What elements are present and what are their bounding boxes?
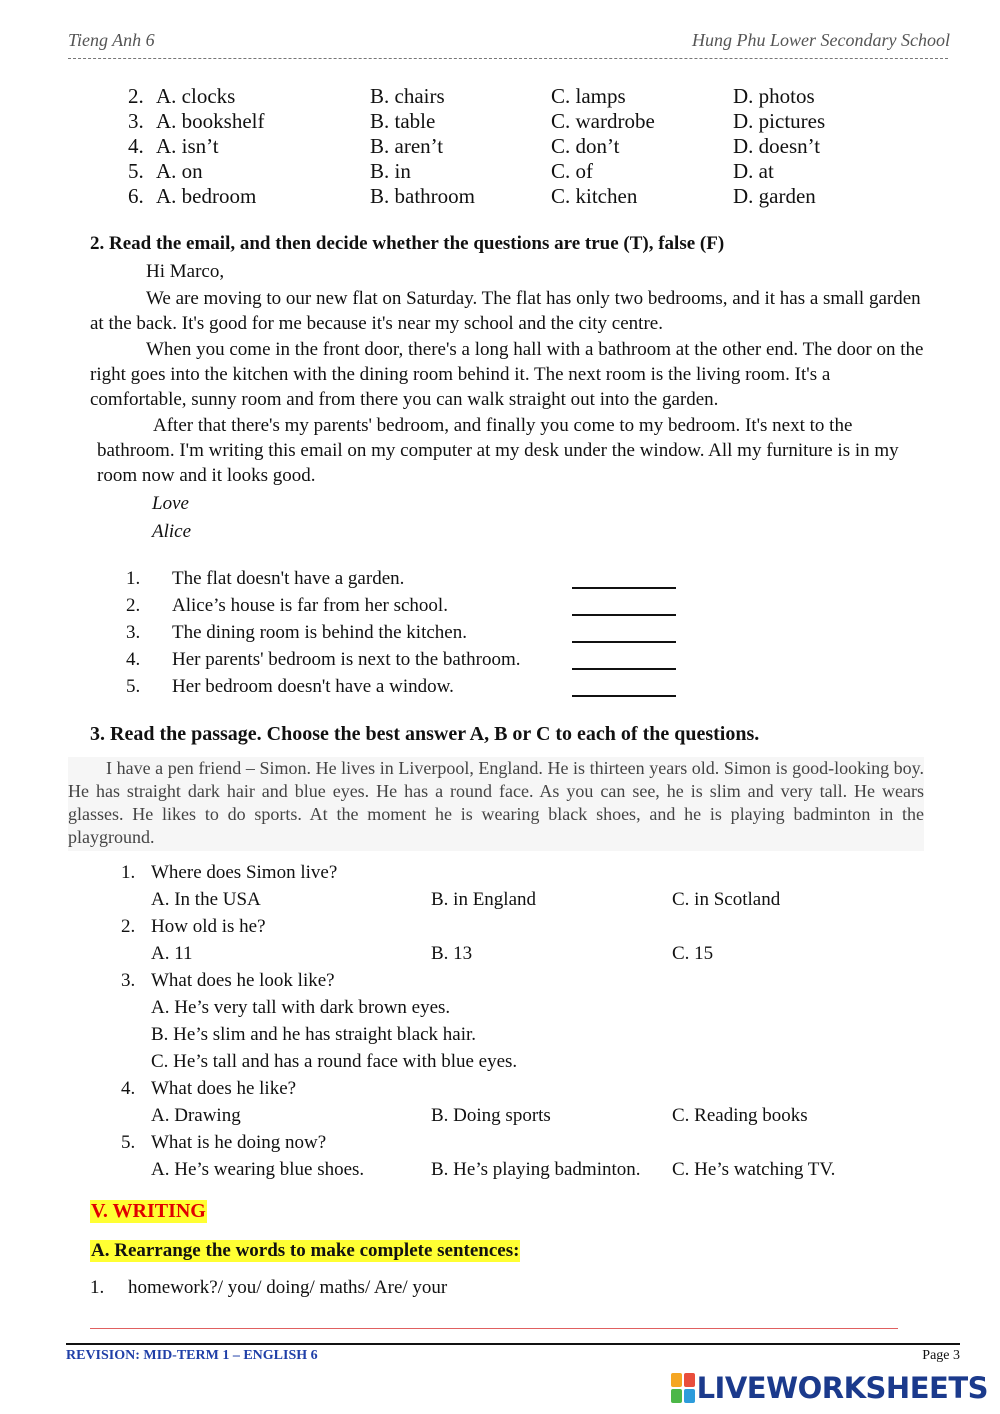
option-a: A. on [156, 159, 203, 183]
question-row [0, 1129, 1000, 1156]
rearrange-instruction: A. Rearrange the words to make complete sentences: [91, 1240, 520, 1261]
answer-row [0, 886, 1000, 913]
option-a: A. bedroom [156, 184, 257, 208]
answer-a[interactable]: A. Drawing [151, 1105, 241, 1126]
tf-row [0, 592, 1000, 619]
answer-b[interactable]: B. He’s playing badminton. [431, 1159, 641, 1180]
option-d: D. pictures [733, 109, 826, 133]
email-paragraph-3: After that there's my parents' bedroom, and finally you come to my bedroom. It's next to the bathroom. I'm writing this email on my computer at my desk under the window. All my furniture is in my room now and it looks good. [97, 415, 899, 486]
question-text: How old is he? [151, 916, 266, 937]
options-row [0, 159, 1000, 184]
answer-b[interactable]: B. He’s slim and he has straight black hair. [151, 1024, 477, 1045]
option-a: A. bookshelf [156, 109, 265, 133]
liveworksheets-logo [671, 1370, 988, 1406]
question-row [0, 967, 1000, 994]
question-text: Where does Simon live? [151, 862, 338, 883]
options-row [0, 109, 1000, 134]
email-paragraph-1: We are moving to our new flat on Saturday. The flat has only two bedrooms, and it has a small garden at the back. It's good for me because it's near my school and the city centre. [90, 288, 921, 334]
tf-statement: Alice’s house is far from her school. [172, 595, 448, 616]
email-signature: Alice [152, 521, 192, 542]
answer-row [0, 1048, 1000, 1075]
tf-answer-blank[interactable] [572, 668, 676, 670]
option-c: C. of [551, 159, 593, 183]
question-text: What is he doing now? [151, 1132, 327, 1153]
tf-number: 3. [126, 622, 141, 643]
question-text: What does he look like? [151, 970, 335, 991]
tf-number: 2. [126, 595, 141, 616]
tf-statement: The dining room is behind the kitchen. [172, 622, 467, 643]
email-paragraph-2: When you come in the front door, there's a long hall with a bathroom at the other end. The door on the right goes into the kitchen with the dining room behind it. The next room is the living room. It's a comfortable, sunny room and from there you can walk straight out into the garden. [90, 339, 924, 410]
option-number: 3. [128, 109, 144, 133]
rearrange-number: 1. [90, 1277, 105, 1298]
question-row [0, 859, 1000, 886]
tf-number: 4. [126, 649, 141, 670]
question-row [0, 913, 1000, 940]
question-number: 1. [121, 862, 136, 883]
option-b: B. in [370, 159, 411, 183]
liveworksheets-wordmark: LIVEWORKSHEETS [696, 1371, 988, 1405]
tf-number: 5. [126, 676, 141, 697]
option-a: A. isn’t [156, 134, 219, 158]
liveworksheets-icon [671, 1373, 695, 1403]
header-school: Hung Phu Lower Secondary School [692, 30, 950, 50]
tf-answer-blank[interactable] [572, 614, 676, 616]
tf-row [0, 565, 1000, 592]
rearrange-words: homework?/ you/ doing/ maths/ Are/ your [128, 1277, 448, 1298]
answer-b[interactable]: B. Doing sports [431, 1105, 551, 1126]
question-number: 4. [121, 1078, 136, 1099]
page-number: Page 3 [922, 1348, 960, 1363]
option-d: D. doesn’t [733, 134, 821, 158]
footer-title: REVISION: MID-TERM 1 – ENGLISH 6 [66, 1348, 318, 1363]
answer-c[interactable]: C. He’s watching TV. [672, 1159, 836, 1180]
email-greeting: Hi Marco, [146, 261, 225, 282]
question-number: 2. [121, 916, 136, 937]
answer-row [0, 1156, 1000, 1183]
option-a: A. clocks [156, 84, 236, 108]
option-number: 6. [128, 184, 144, 208]
answer-a[interactable]: A. He’s very tall with dark brown eyes. [151, 997, 451, 1018]
option-b: B. chairs [370, 84, 445, 108]
answer-row [0, 940, 1000, 967]
answer-line[interactable] [90, 1328, 898, 1329]
answer-row [0, 994, 1000, 1021]
option-c: C. lamps [551, 84, 626, 108]
option-d: D. garden [733, 184, 816, 208]
answer-c[interactable]: C. 15 [672, 943, 714, 964]
reading-passage: I have a pen friend – Simon. He lives in Liverpool, England. He is thirteen years old. Simon is good-looking boy. He has straight dark hair and blue eyes. He has a round face. As you can see, he is slim and very tall. He wears glasses. He likes to do sports. At the moment he is wearing black shoes, and he is playing badminton in the playground. [68, 757, 924, 851]
options-row [0, 134, 1000, 159]
tf-statement: Her bedroom doesn't have a window. [172, 676, 454, 697]
tf-number: 1. [126, 568, 141, 589]
option-number: 2. [128, 84, 144, 108]
answer-a[interactable]: A. He’s wearing blue shoes. [151, 1159, 365, 1180]
answer-c[interactable]: C. in Scotland [672, 889, 781, 910]
option-number: 5. [128, 159, 144, 183]
tf-statement: The flat doesn't have a garden. [172, 568, 405, 589]
option-number: 4. [128, 134, 144, 158]
tf-answer-blank[interactable] [572, 587, 676, 589]
section2-title: 2. Read the email, and then decide whether the questions are true (T), false (F) [90, 233, 725, 254]
option-c: C. kitchen [551, 184, 638, 208]
tf-answer-blank[interactable] [572, 695, 676, 697]
footer-divider [66, 1343, 960, 1345]
email-closing: Love [152, 493, 189, 514]
tf-row [0, 619, 1000, 646]
option-d: D. at [733, 159, 774, 183]
answer-c[interactable]: C. Reading books [672, 1105, 808, 1126]
answer-row [0, 1102, 1000, 1129]
options-row [0, 184, 1000, 209]
option-c: C. wardrobe [551, 109, 655, 133]
header-subject: Tieng Anh 6 [68, 30, 155, 50]
tf-row [0, 646, 1000, 673]
answer-row [0, 1021, 1000, 1048]
question-row [0, 1075, 1000, 1102]
option-b: B. aren’t [370, 134, 444, 158]
option-d: D. photos [733, 84, 815, 108]
answer-c[interactable]: C. He’s tall and has a round face with blue eyes. [151, 1051, 518, 1072]
answer-a[interactable]: A. 11 [151, 943, 193, 964]
question-text: What does he like? [151, 1078, 297, 1099]
tf-row [0, 673, 1000, 700]
answer-a[interactable]: A. In the USA [151, 889, 261, 910]
writing-heading: V. WRITING [91, 1200, 206, 1222]
section3-title: 3. Read the passage. Choose the best answer A, B or C to each of the questions. [90, 723, 760, 745]
tf-statement: Her parents' bedroom is next to the bathroom. [172, 649, 521, 670]
option-b: B. table [370, 109, 436, 133]
option-b: B. bathroom [370, 184, 475, 208]
answer-b[interactable]: B. in England [431, 889, 537, 910]
header-divider [68, 58, 948, 59]
answer-b[interactable]: B. 13 [431, 943, 473, 964]
question-number: 3. [121, 970, 136, 991]
option-c: C. don’t [551, 134, 620, 158]
question-number: 5. [121, 1132, 136, 1153]
tf-answer-blank[interactable] [572, 641, 676, 643]
options-row [0, 84, 1000, 109]
